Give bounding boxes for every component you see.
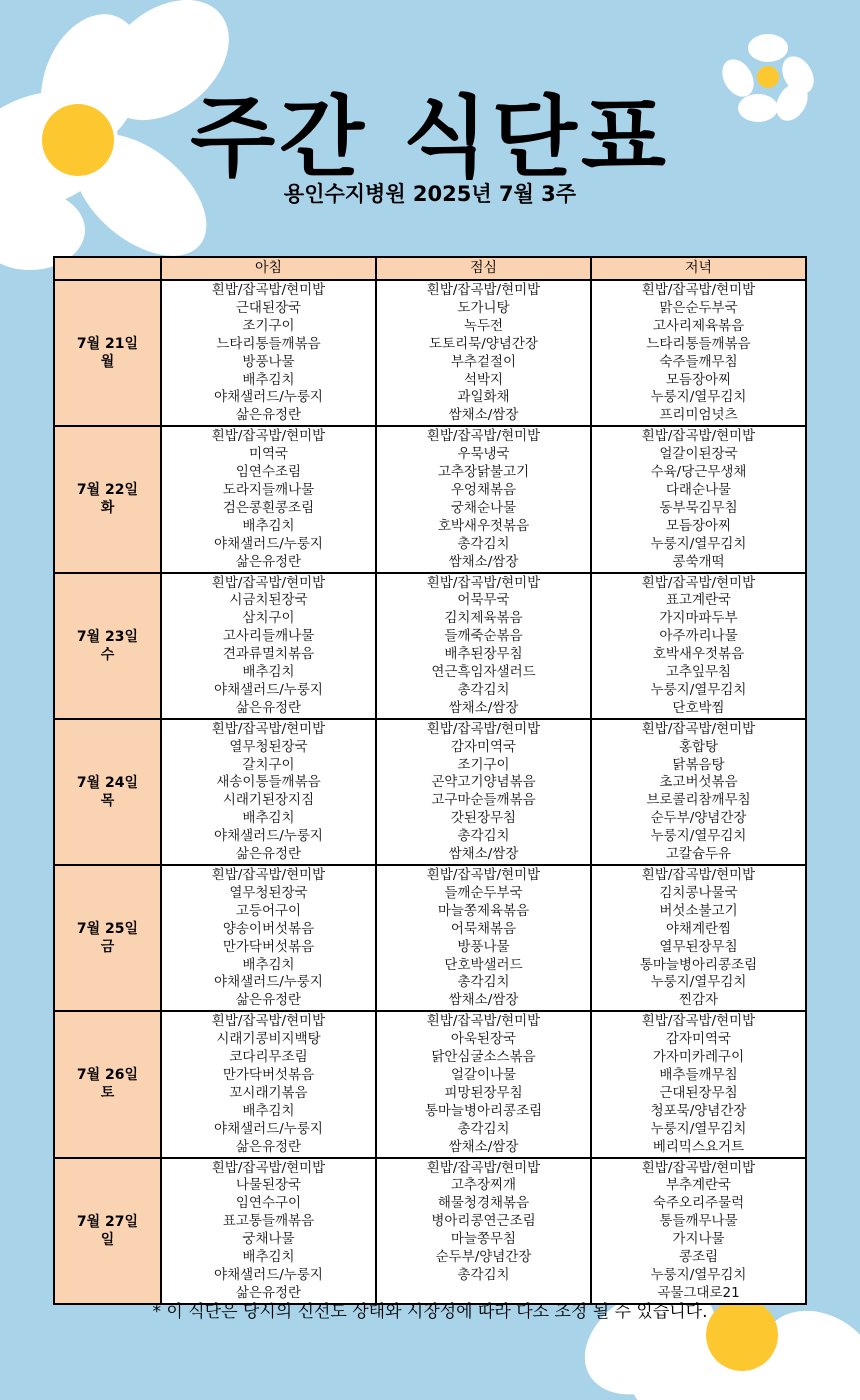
menu-item: 흰밥/잡곡밥/현미밥 (641, 428, 756, 445)
menu-item: 시금치된장국 (229, 592, 308, 609)
menu-item: 흰밥/잡곡밥/현미밥 (641, 574, 756, 591)
menu-item: 순두부/양념간장 (435, 1249, 532, 1266)
menu-item: 삶은유정란 (235, 1284, 302, 1301)
menu-item: 흰밥/잡곡밥/현미밥 (426, 720, 541, 737)
menu-item: 얼갈이된장국 (659, 446, 738, 463)
menu-item: 총각김치 (457, 828, 510, 845)
menu-item: 표고통들깨볶음 (222, 1213, 315, 1230)
menu-item: 배추김치 (242, 371, 295, 388)
menu-item: 견과류멸치볶음 (222, 646, 315, 663)
page-title: 주간 식단표 (190, 86, 670, 189)
menu-item: 브로콜리참깨무침 (646, 792, 751, 809)
day-date: 7월 23일 (76, 628, 139, 645)
menu-item: 근대된장무침 (659, 1084, 738, 1101)
menu-item: 야채계란찜 (665, 920, 732, 937)
menu-item: 흰밥/잡곡밥/현미밥 (211, 428, 326, 445)
day-cell (54, 573, 161, 719)
menu-item: 꼬시래기볶음 (229, 1084, 308, 1101)
menu-item: 김치콩나물국 (659, 884, 738, 901)
table-row (54, 1158, 806, 1304)
menu-item: 방풍나물 (242, 353, 295, 370)
menu-item: 녹두전 (463, 317, 504, 334)
menu-item: 미역국 (248, 446, 289, 463)
day-cell (54, 719, 161, 865)
menu-item: 느타리통들깨볶음 (216, 335, 321, 352)
menu-item: 모듬장아찌 (665, 517, 732, 534)
day-weekday: 토 (100, 1085, 115, 1102)
menu-item: 쌈채소/쌈장 (448, 699, 519, 716)
menu-item: 조기구이 (242, 317, 295, 334)
menu-item: 야채샐러드/누룽지 (214, 974, 323, 991)
meal-cell-breakfast (161, 1158, 376, 1304)
menu-item: 흰밥/잡곡밥/현미밥 (211, 1013, 326, 1030)
menu-item: 쌈채소/쌈장 (448, 553, 519, 570)
menu-item: 갈치구이 (242, 756, 295, 773)
meal-cell-lunch (376, 865, 591, 1011)
day-cell (54, 1158, 161, 1304)
meal-cell-lunch (376, 426, 591, 572)
menu-item: 어묵채볶음 (450, 920, 517, 937)
menu-item: 어묵무국 (457, 592, 510, 609)
menu-item: 궁채순나물 (450, 499, 517, 516)
menu-item: 누룽지/열무김치 (650, 974, 747, 991)
menu-item: 프리미엄넛츠 (659, 407, 738, 424)
menu-item: 숙주들깨무침 (659, 353, 738, 370)
menu-item: 방풍나물 (457, 938, 510, 955)
menu-item: 열무청된장국 (229, 884, 308, 901)
menu-item: 야채샐러드/누룽지 (214, 389, 323, 406)
menu-item: 마늘쫑무침 (450, 1231, 517, 1248)
menu-item: 누룽지/열무김치 (650, 389, 747, 406)
menu-item: 얼갈이나물 (450, 1066, 517, 1083)
menu-item: 흰밥/잡곡밥/현미밥 (426, 1013, 541, 1030)
menu-item: 총각김치 (457, 535, 510, 552)
menu-item: 우엉채볶음 (450, 481, 517, 498)
menu-item: 쌈채소/쌈장 (448, 1138, 519, 1155)
meal-cell-dinner (591, 1011, 806, 1157)
menu-item: 누룽지/열무김치 (650, 681, 747, 698)
menu-item: 흰밥/잡곡밥/현미밥 (426, 867, 541, 883)
menu-item: 근대된장국 (235, 299, 302, 316)
meal-cell-breakfast (161, 719, 376, 865)
menu-item: 총각김치 (457, 1266, 510, 1283)
menu-item: 도가니탕 (457, 299, 510, 316)
menu-item: 누룽지/열무김치 (650, 1120, 747, 1137)
menu-item: 숙주오리주물럭 (652, 1195, 745, 1212)
table-row (54, 865, 806, 1011)
menu-item: 해물청경채볶음 (437, 1195, 530, 1212)
menu-item: 야채샐러드/누룽지 (214, 1266, 323, 1283)
menu-item: 수육/당근무생채 (650, 464, 747, 481)
menu-item: 느타리통들깨볶음 (646, 335, 751, 352)
menu-item: 갓된장무침 (450, 810, 517, 827)
menu-item: 우묵냉국 (457, 446, 510, 463)
menu-item: 흰밥/잡곡밥/현미밥 (211, 282, 326, 298)
menu-item: 조기구이 (457, 756, 510, 773)
menu-item: 쌈채소/쌈장 (448, 407, 519, 424)
menu-item: 들깨죽순볶음 (444, 628, 523, 645)
day-cell (54, 1011, 161, 1157)
menu-item: 통마늘병아리콩조림 (639, 956, 758, 973)
menu-item: 고추장닭불고기 (437, 464, 530, 481)
menu-item: 닭안심굴소스볶음 (431, 1049, 536, 1066)
menu-item: 새송이통들깨볶음 (216, 774, 321, 791)
menu-item: 시래기된장지짐 (222, 792, 315, 809)
meal-cell-dinner (591, 426, 806, 572)
table-row (54, 1011, 806, 1157)
day-cell (54, 865, 161, 1011)
menu-item: 야채샐러드/누룽지 (214, 535, 323, 552)
menu-item: 삶은유정란 (235, 699, 302, 716)
menu-item: 통들깨무나물 (659, 1213, 738, 1230)
menu-item: 과일화채 (457, 389, 510, 406)
menu-item: 나물된장국 (235, 1177, 302, 1194)
menu-item: 곤약고기양념볶음 (431, 774, 536, 791)
menu-item: 가자미카레구이 (652, 1049, 745, 1066)
menu-item: 흰밥/잡곡밥/현미밥 (426, 1159, 541, 1176)
menu-item: 들깨순두부국 (444, 884, 523, 901)
menu-item: 만가닥버섯볶음 (222, 1066, 315, 1083)
menu-item: 야채샐러드/누룽지 (214, 828, 323, 845)
menu-item: 누룽지/열무김치 (650, 828, 747, 845)
footnote: * 이 식단은 당시의 신선도 상태와 시장성에 따라 다소 조정 될 수 있습니다. (152, 1302, 708, 1322)
menu-item: 단호박찜 (672, 699, 725, 716)
menu-item: 임연수구이 (235, 1195, 302, 1212)
menu-item: 초고버섯볶음 (659, 774, 738, 791)
menu-item: 아주까리나물 (659, 628, 738, 645)
meal-cell-breakfast (161, 865, 376, 1011)
menu-item: 고구마순들깨볶음 (431, 792, 536, 809)
menu-item: 배추들깨무침 (659, 1066, 738, 1083)
menu-item: 버섯소불고기 (659, 902, 738, 919)
day-weekday: 수 (100, 646, 115, 663)
menu-item: 석박지 (463, 371, 504, 388)
menu-item: 시래기콩비지백탕 (216, 1031, 321, 1048)
menu-item: 홍합탕 (678, 738, 719, 755)
menu-item: 맑은순두부국 (659, 299, 738, 316)
meal-cell-lunch (376, 573, 591, 719)
menu-item: 누룽지/열무김치 (650, 535, 747, 552)
menu-item: 궁채나물 (242, 1231, 295, 1248)
column-header-breakfast: 아침 (161, 257, 376, 280)
menu-item: 김치제육볶음 (444, 610, 523, 627)
meal-cell-lunch (376, 1011, 591, 1157)
menu-item: 흰밥/잡곡밥/현미밥 (211, 574, 326, 591)
day-date: 7월 26일 (76, 1067, 139, 1084)
menu-item: 통마늘병아리콩조림 (424, 1102, 543, 1119)
table-row (54, 280, 806, 426)
menu-item: 콩조림 (678, 1249, 719, 1266)
meal-cell-dinner (591, 1158, 806, 1304)
menu-item: 삶은유정란 (235, 553, 302, 570)
menu-item: 쌈채소/쌈장 (448, 992, 519, 1009)
menu-item: 임연수조림 (235, 464, 302, 481)
menu-item: 도라지들깨나물 (222, 481, 315, 498)
menu-item: 흰밥/잡곡밥/현미밥 (641, 1159, 756, 1176)
menu-item: 순두부/양념간장 (650, 810, 747, 827)
menu-item: 닭볶음탕 (672, 756, 725, 773)
menu-item: 흰밥/잡곡밥/현미밥 (211, 1159, 326, 1176)
menu-item: 삶은유정란 (235, 846, 302, 863)
menu-item: 누룽지/열무김치 (650, 1266, 747, 1283)
menu-item: 고사리제육볶음 (652, 317, 745, 334)
menu-item: 동부묵김무침 (659, 499, 738, 516)
menu-item: 삶은유정란 (235, 992, 302, 1009)
table-row (54, 426, 806, 572)
menu-item: 흰밥/잡곡밥/현미밥 (641, 720, 756, 737)
menu-item: 쌈채소/쌈장 (448, 846, 519, 863)
menu-item: 고칼슘두유 (665, 846, 732, 863)
menu-item: 배추김치 (242, 517, 295, 534)
menu-item: 흰밥/잡곡밥/현미밥 (426, 574, 541, 591)
menu-item: 검은콩흰콩조림 (222, 499, 315, 516)
menu-item: 청포묵/양념간장 (650, 1102, 747, 1119)
menu-item: 찐감자 (678, 992, 719, 1009)
menu-item: 콩쑥개떡 (672, 553, 725, 570)
table-header-row (54, 257, 806, 280)
menu-item: 호박새우젓볶음 (652, 646, 745, 663)
day-cell (54, 280, 161, 426)
menu-item: 열무된장무침 (659, 938, 738, 955)
menu-item: 베리믹스요거트 (652, 1138, 745, 1155)
menu-item: 총각김치 (457, 1120, 510, 1137)
weekly-menu-table (53, 256, 807, 1305)
menu-item: 마늘쫑제육볶음 (437, 902, 530, 919)
page-subtitle: 용인수지병원 2025년 7월 3주 (283, 182, 577, 206)
menu-item: 고추잎무침 (665, 664, 732, 681)
menu-item: 흰밥/잡곡밥/현미밥 (426, 282, 541, 298)
day-date: 7월 25일 (76, 921, 139, 938)
menu-item: 감자미역국 (450, 738, 517, 755)
menu-item: 부추계란국 (665, 1177, 732, 1194)
menu-item: 고추장찌개 (450, 1177, 517, 1194)
menu-item: 양송이버섯볶음 (222, 920, 315, 937)
table-row (54, 719, 806, 865)
table-row (54, 573, 806, 719)
meal-cell-dinner (591, 865, 806, 1011)
day-date: 7월 22일 (76, 482, 139, 499)
day-weekday: 일 (100, 1231, 115, 1248)
meal-cell-lunch (376, 280, 591, 426)
menu-item: 흰밥/잡곡밥/현미밥 (641, 1013, 756, 1030)
menu-item: 가지마파두부 (659, 610, 738, 627)
menu-item: 표고계란국 (665, 592, 732, 609)
day-weekday: 월 (100, 354, 115, 371)
menu-item: 감자미역국 (665, 1031, 732, 1048)
corner-cell (54, 257, 161, 280)
menu-item: 피망된장무침 (444, 1084, 523, 1101)
day-cell (54, 426, 161, 572)
menu-item: 야채샐러드/누룽지 (214, 681, 323, 698)
menu-item: 흰밥/잡곡밥/현미밥 (211, 867, 326, 883)
menu-item: 배추김치 (242, 1249, 295, 1266)
menu-item: 호박새우젓볶음 (437, 517, 530, 534)
day-weekday: 금 (100, 939, 115, 956)
menu-item: 고사리들깨나물 (222, 628, 315, 645)
menu-item: 흰밥/잡곡밥/현미밥 (641, 867, 756, 883)
menu-item: 삶은유정란 (235, 407, 302, 424)
meal-cell-breakfast (161, 573, 376, 719)
menu-item: 고등어구이 (235, 902, 302, 919)
day-date: 7월 21일 (76, 336, 139, 353)
menu-item: 흰밥/잡곡밥/현미밥 (426, 428, 541, 445)
menu-item: 연근흑임자샐러드 (431, 664, 536, 681)
meal-cell-lunch (376, 1158, 591, 1304)
menu-item: 삶은유정란 (235, 1138, 302, 1155)
menu-item: 가지나물 (672, 1231, 725, 1248)
menu-item: 배추된장무침 (444, 646, 523, 663)
menu-item: 도토리묵/양념간장 (429, 335, 538, 352)
day-date: 7월 24일 (76, 774, 139, 791)
menu-item: 총각김치 (457, 974, 510, 991)
meal-cell-breakfast (161, 426, 376, 572)
menu-item: 단호박샐러드 (444, 956, 523, 973)
menu-item: 모듬장아찌 (665, 371, 732, 388)
menu-item: 다래순나물 (665, 481, 732, 498)
menu-item: 삼치구이 (242, 610, 295, 627)
menu-item: 흰밥/잡곡밥/현미밥 (641, 282, 756, 298)
menu-item: 만가닥버섯볶음 (222, 938, 315, 955)
column-header-dinner: 저녁 (591, 257, 806, 280)
menu-item: 배추김치 (242, 1102, 295, 1119)
menu-item: 부추겉절이 (450, 353, 517, 370)
menu-item: 병아리콩연근조림 (431, 1213, 536, 1230)
meal-cell-dinner (591, 719, 806, 865)
menu-item: 아욱된장국 (450, 1031, 517, 1048)
day-weekday: 목 (100, 792, 115, 809)
meal-cell-breakfast (161, 1011, 376, 1157)
menu-item: 흰밥/잡곡밥/현미밥 (211, 720, 326, 737)
menu-item: 배추김치 (242, 956, 295, 973)
menu-item: 곡물그대로21 (657, 1284, 740, 1301)
menu-item: 총각김치 (457, 681, 510, 698)
day-weekday: 화 (100, 500, 115, 517)
meal-cell-dinner (591, 280, 806, 426)
menu-item: 열무청된장국 (229, 738, 308, 755)
menu-item: 야채샐러드/누룽지 (214, 1120, 323, 1137)
meal-cell-dinner (591, 573, 806, 719)
column-header-lunch: 점심 (376, 257, 591, 280)
menu-item: 코다리무조림 (229, 1049, 308, 1066)
day-date: 7월 27일 (76, 1213, 139, 1230)
meal-cell-lunch (376, 719, 591, 865)
menu-item: 배추김치 (242, 810, 295, 827)
menu-item: 배추김치 (242, 664, 295, 681)
meal-cell-breakfast (161, 280, 376, 426)
